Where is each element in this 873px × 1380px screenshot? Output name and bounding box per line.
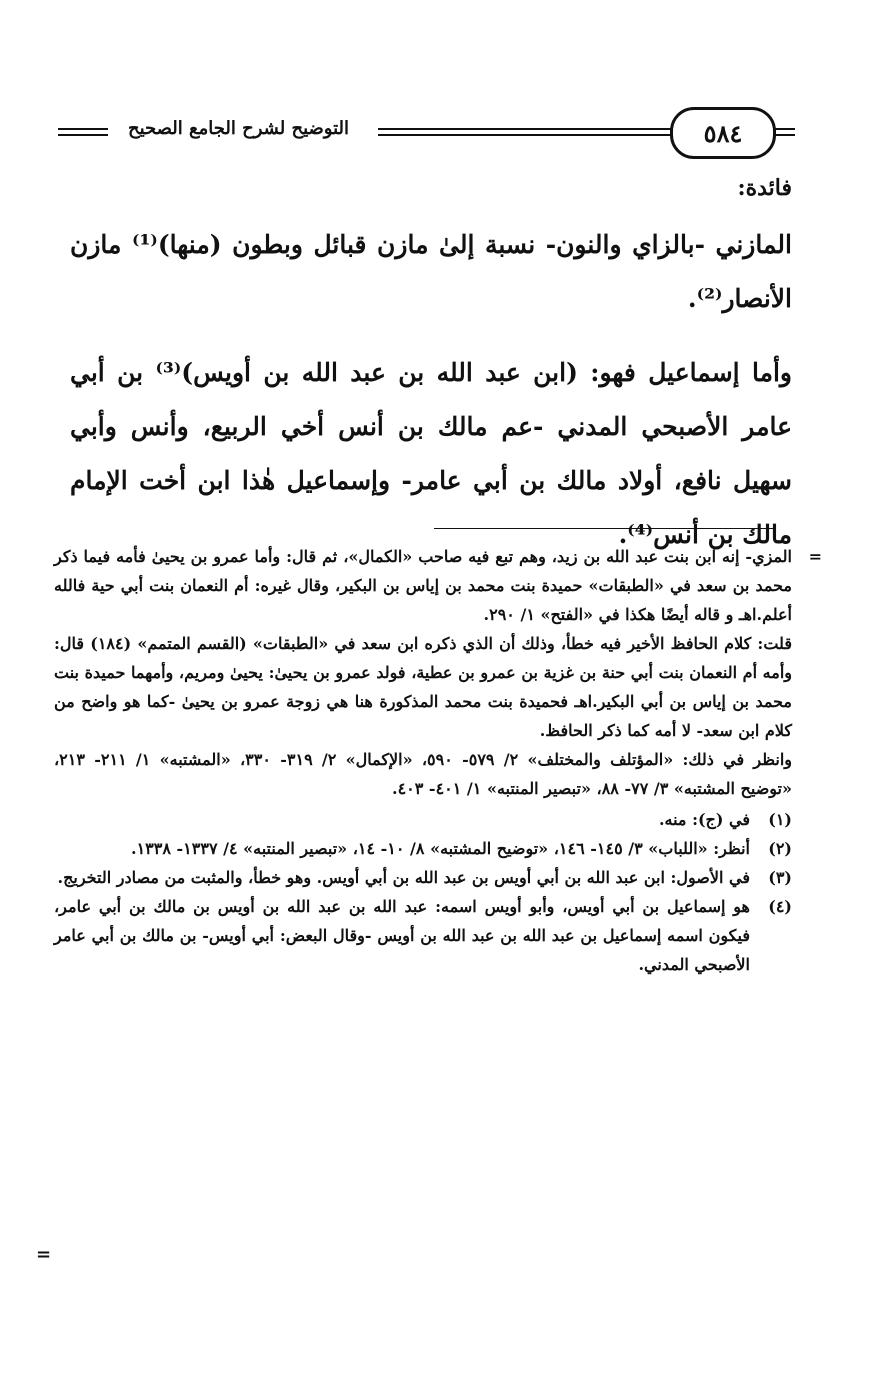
footnote-text: في الأصول: ابن عبد الله بن أبي أويس بن عبد الله بن أبي أويس. وهو خطأ، والمثبت من مصادر التخريج. [57,868,750,887]
footnote-continuation [54,542,822,803]
section-heading: فائدة: [737,175,792,201]
page-end-marker: = [36,1244,52,1265]
header-rule-right [773,128,795,136]
footnote-number: (٤) [768,897,792,916]
footnote-text: هو إسماعيل بن أبي أويس، وأبو أويس اسمه: عبد الله بن عبد الله بن أويس بن مالك بن أبي عامر، فيكون اسمه إسماعيل بن عبد الله بن عبد الله بن أويس -وقال البعض: أبي أويس- بن مالك بن أبي عامر الأصبحي المدني. [54,897,750,974]
footnote-number: (٢) [768,839,792,858]
header-rule-left [58,128,108,136]
footnote-item [54,834,792,863]
continuation-marker: = [808,547,822,566]
footnote-continuation-paragraph: قلت: كلام الحافظ الأخير فيه خطأ، وذلك أن الذي ذكره ابن سعد في «الطبقات» (القسم المتمم» (١٨٤) قال: وأمه أم النعمان بنت أبي حنة بن غزية بن عمرو بن عطية، فولد عمرو بن يحيىٰ: يحيىٰ ومريم، وأمهما حميدة بنت محمد بن إياس بن أبي البكير.اهـ فحميدة بنت محمد المذكورة هنا هي زوجة عمرو بن يحيىٰ -كما هو واضح من كلام ابن سعد- لا أمه كما ذكر الحافظ. [54,634,793,740]
footnotes [54,542,822,979]
footnote-item [54,805,792,834]
footnote-continuation-paragraph: المزي- إنه ابن بنت عبد الله بن زيد، وهم تبع فيه صاحب «الكمال»، ثم قال: وأما عمرو بن يحيىٰ فأمه فيما ذكر محمد بن سعد في «الطبقات» حميدة بنت محمد بن إياس بن البكير، وقال غيره: أم النعمان بنت أبي حية فالله أعلم.اهـ و قاله أيضًا هكذا في «الفتح» ١/ ٢٩٠. [54,547,792,624]
footnote-number: (١) [768,810,792,829]
footnote-continuation-paragraph: وانظر في ذلك: «المؤتلف والمختلف» ٢/ ٥٧٩- ٥٩٠، «الإكمال» ٢/ ٣١٩- ٣٣٠، «المشتبه» ١/ ٢١١- ٢١٣، «توضيح المشتبه» ٣/ ٧٧- ٨٨، «تبصير المنتبه» ١/ ٤٠١- ٤٠٣. [54,750,793,798]
main-paragraph-2: وأما إسماعيل فهو: (ابن عبد الله بن عبد الله بن أويس)⁽³⁾ بن أبي عامر الأصبحي المدني -عم مالك بن أنس أخي الربيع، وأنس وأبي سهيل نافع، أولاد مالك بن أبي عامر- وإسماعيل هٰذا ابن أخت الإمام مالك بن أنس⁽⁴⁾. [70,358,792,549]
main-paragraph-1: المازني -بالزاي والنون- نسبة إلىٰ مازن قبائل وبطون (منها)⁽¹⁾ مازن الأنصار⁽²⁾. [70,230,792,313]
running-title: التوضيح لشرح الجامع الصحيح [128,118,350,139]
header-rule-middle [378,128,718,136]
page-number: ٥٨٤ [670,107,776,159]
page-header [58,104,794,160]
footnote-item [54,892,792,979]
main-text [70,170,792,572]
footnote-divider [434,528,774,529]
footnote-number: (٣) [768,868,792,887]
footnote-text: في (ج): منه. [658,810,750,829]
footnote-item [54,863,792,892]
footnote-text: أنظر: «اللباب» ٣/ ١٤٥- ١٤٦، «توضيح المشتبه» ٨/ ١٠- ١٤، «تبصير المنتبه» ٤/ ١٣٣٧- ١٣٣٨. [131,839,750,858]
